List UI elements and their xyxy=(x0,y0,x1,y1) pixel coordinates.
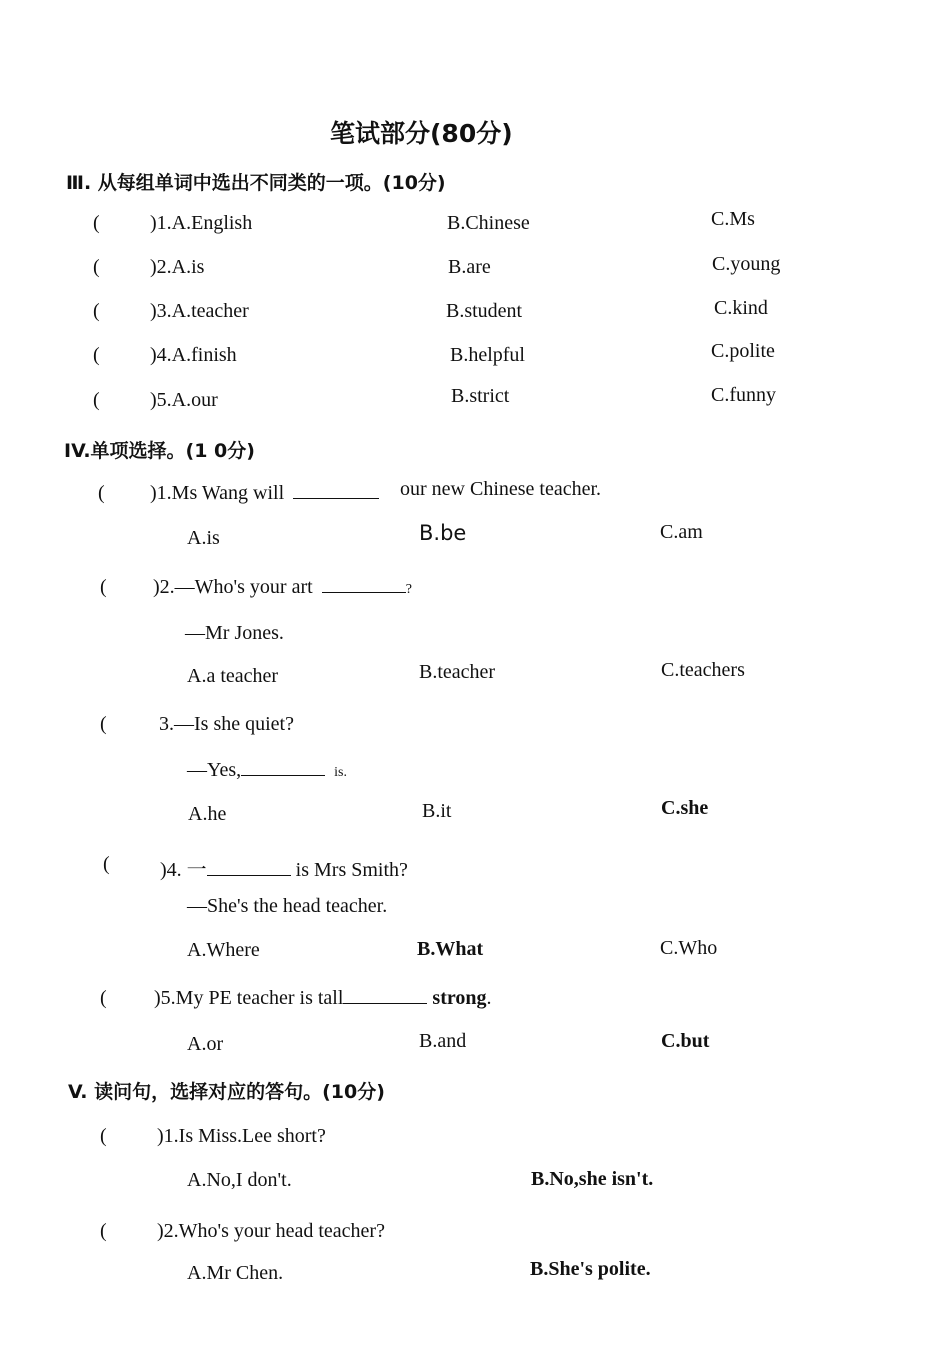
question-stem-start: )5.My PE teacher is tall xyxy=(154,987,344,1009)
option-a: )5.A.our xyxy=(150,389,218,411)
option-a: A.Mr Chen. xyxy=(187,1262,284,1284)
option-a: A.he xyxy=(188,803,227,825)
option-b: B.teacher xyxy=(419,661,496,683)
answer-blank[interactable] xyxy=(322,578,406,593)
answer-paren[interactable]: ( xyxy=(100,1220,107,1242)
answer-paren[interactable]: ( xyxy=(100,987,107,1009)
option-c: C.she xyxy=(661,797,709,819)
answer-blank[interactable] xyxy=(293,484,379,499)
option-a: )4.A.finish xyxy=(150,344,237,366)
question-stem-start: )4. 一 xyxy=(160,859,207,881)
question-stem-start: )1.Ms Wang will xyxy=(150,482,285,504)
answer-paren[interactable]: ( xyxy=(103,853,110,875)
option-a: A.or xyxy=(187,1033,224,1055)
question-stem-start: )2.—Who's your art xyxy=(153,576,313,598)
option-b: B.are xyxy=(448,256,491,278)
option-c: C.young xyxy=(712,253,781,275)
question-stem-strong: strong xyxy=(432,987,487,1009)
answer-paren[interactable]: ( xyxy=(93,256,100,278)
option-c: C.teachers xyxy=(661,659,745,681)
option-a: A.a teacher xyxy=(187,665,279,687)
question-stem xyxy=(154,987,492,1010)
option-b: B.What xyxy=(417,938,484,960)
option-a: A.is xyxy=(187,527,220,549)
option-a: )3.A.teacher xyxy=(150,300,249,322)
page-title: 笔试部分(80分) xyxy=(330,119,513,148)
option-b: B.and xyxy=(419,1030,467,1052)
option-c: C.polite xyxy=(711,340,775,362)
option-c: C.kind xyxy=(714,297,768,319)
answer-start: —Yes, xyxy=(187,759,242,781)
answer-blank[interactable] xyxy=(343,989,427,1004)
option-a: A.No,I don't. xyxy=(187,1169,292,1191)
answer-paren[interactable]: ( xyxy=(98,482,105,504)
answer-paren[interactable]: ( xyxy=(100,713,107,735)
question-stem xyxy=(153,576,412,599)
option-c: C.funny xyxy=(711,384,776,406)
option-b: B.student xyxy=(446,300,523,322)
answer-paren[interactable]: ( xyxy=(100,576,107,598)
section-3-heading: Ⅲ. 从每组单词中选出不同类的一项。(10分) xyxy=(66,172,446,194)
option-a: )2.A.is xyxy=(150,256,205,278)
question-mark: ? xyxy=(405,582,412,597)
question-stem xyxy=(160,853,408,882)
question-stem: )2.Who's your head teacher? xyxy=(157,1220,385,1242)
answer-line xyxy=(187,759,347,782)
question-stem: )1.Is Miss.Lee short? xyxy=(157,1125,326,1147)
answer-paren[interactable]: ( xyxy=(93,212,100,234)
option-b: B.helpful xyxy=(450,344,525,366)
option-b: B.it xyxy=(422,800,452,822)
option-b: B.be xyxy=(419,521,467,545)
question-stem-end: . xyxy=(486,987,492,1009)
answer-blank[interactable] xyxy=(241,761,325,776)
option-a: )1.A.English xyxy=(150,212,253,234)
option-b: B.Chinese xyxy=(447,212,530,234)
question-stem: 3.—Is she quiet? xyxy=(159,713,294,735)
option-a: A.Where xyxy=(187,939,260,961)
answer-line: —She's the head teacher. xyxy=(187,895,388,917)
option-c: C.Ms xyxy=(711,208,755,230)
answer-paren[interactable]: ( xyxy=(93,389,100,411)
answer-blank[interactable] xyxy=(207,861,291,876)
option-c: C.Who xyxy=(660,937,718,959)
question-stem-end: is Mrs Smith? xyxy=(295,859,408,881)
answer-paren[interactable]: ( xyxy=(93,344,100,366)
section-4-heading: IV.单项选择。(1 0分) xyxy=(64,440,255,462)
question-stem-end: our new Chinese teacher. xyxy=(400,478,602,500)
question-stem xyxy=(150,482,379,505)
option-b: B.strict xyxy=(451,385,510,407)
answer-paren[interactable]: ( xyxy=(93,300,100,322)
answer-end: is. xyxy=(334,765,347,780)
option-b: B.She's polite. xyxy=(530,1258,651,1280)
option-b: B.No,she isn't. xyxy=(531,1168,654,1190)
answer-paren[interactable]: ( xyxy=(100,1125,107,1147)
option-c: C.but xyxy=(661,1030,710,1052)
option-c: C.am xyxy=(660,521,703,543)
answer-line: —Mr Jones. xyxy=(185,622,284,644)
section-5-heading: V. 读问句，选择对应的答句。(10分) xyxy=(68,1081,385,1103)
